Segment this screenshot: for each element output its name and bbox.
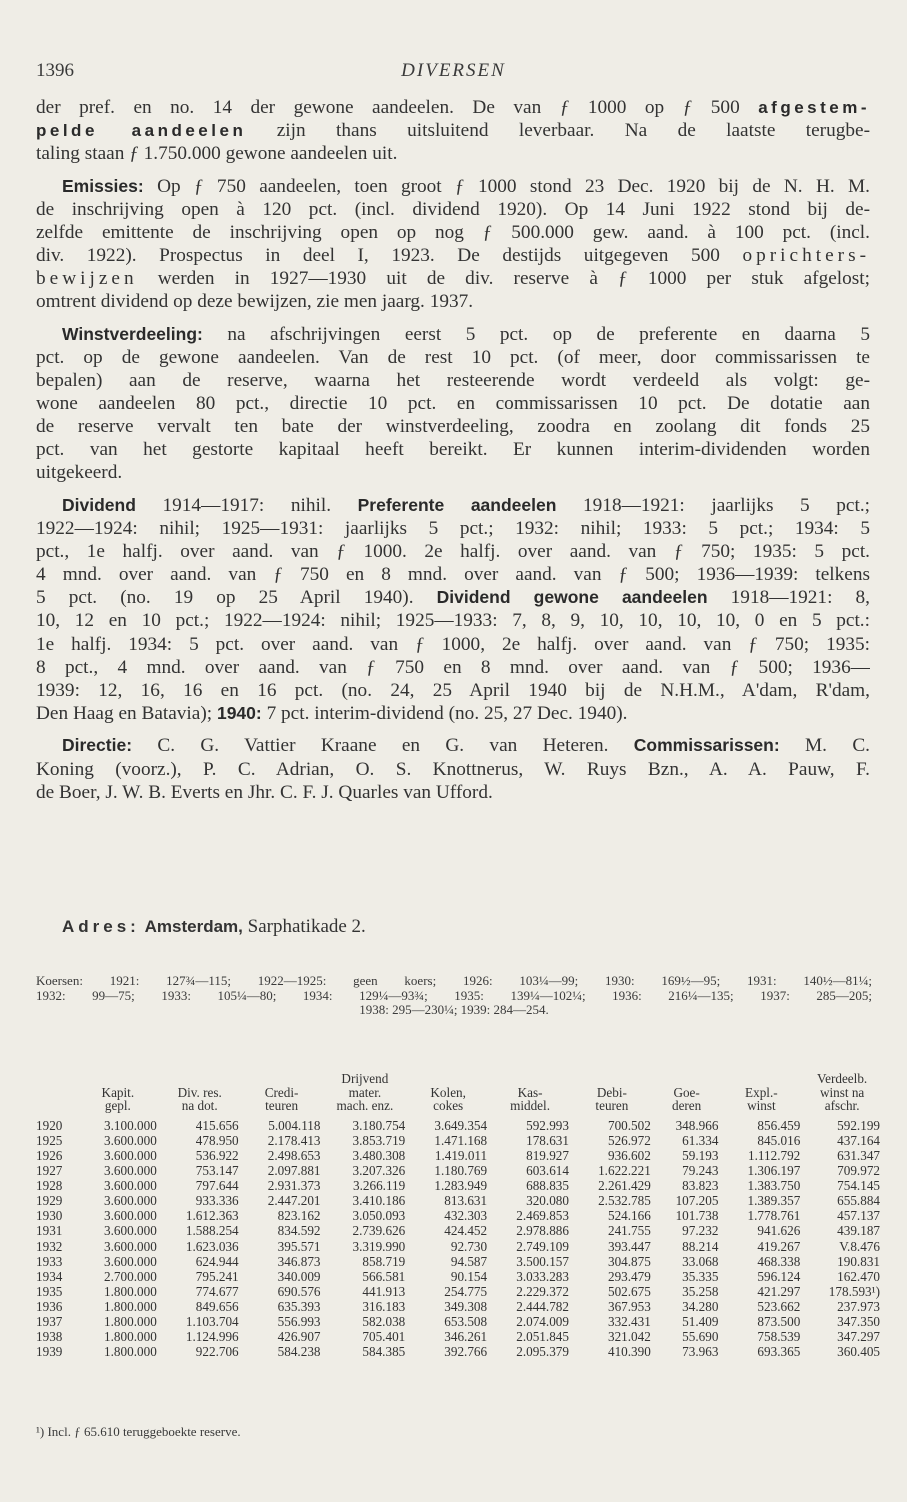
column-header: mach. enz. <box>336 1098 394 1114</box>
table-row <box>36 1193 882 1208</box>
column-header: Verdeelb. <box>817 1071 868 1086</box>
table-cell: 858.719 <box>362 1253 406 1269</box>
table-cell: 190.831 <box>837 1253 880 1269</box>
column-header: afschr. <box>824 1098 860 1114</box>
page-number: 1396 <box>36 60 74 81</box>
share-prices-line: Koersen: 1921: 127¾—115; 1922—1925: geen koers; 1926: 103¼—99; 1930: 169½—95; 1931: 140½—81¼; <box>36 974 872 988</box>
table-cell: 774.677 <box>195 1283 239 1299</box>
column-header: Goe- <box>673 1084 700 1100</box>
table-cell: 797.644 <box>195 1178 239 1194</box>
table-cell: 3.649.354 <box>434 1117 488 1133</box>
table-cell: 582.038 <box>362 1314 406 1329</box>
address-city: Amsterdam, <box>144 917 243 936</box>
table-cell: 1.306.197 <box>747 1163 801 1179</box>
table-cell: 2.700.000 <box>104 1268 157 1284</box>
year-cell: 1936 <box>36 1298 63 1314</box>
table-row <box>36 1254 882 1269</box>
table-cell: 254.775 <box>444 1283 488 1299</box>
table-cell: 367.953 <box>607 1298 651 1314</box>
year-cell: 1933 <box>36 1253 63 1269</box>
table-cell: 107.205 <box>675 1193 719 1209</box>
table-cell: 426.907 <box>277 1329 321 1345</box>
table-cell: 819.927 <box>526 1147 569 1163</box>
address-label: Adres: <box>62 917 140 936</box>
table-cell: 419.267 <box>757 1238 801 1254</box>
table-cell: 1.800.000 <box>104 1283 157 1299</box>
table-cell: 1.471.168 <box>434 1132 488 1148</box>
table-cell: 88.214 <box>682 1238 719 1254</box>
table-cell: 795.241 <box>195 1268 239 1284</box>
table-cell: 3.600.000 <box>104 1132 157 1148</box>
section-heading: Winstverdeeling: <box>62 323 203 344</box>
text-line: 10, 12 en 10 pct.; 1922—1924: nihil; 1925—1933: 7, 8, 9, 10, 10, 10, 10, 0 en 5 pct.: <box>36 610 870 632</box>
table-cell: 2.498.653 <box>267 1147 321 1163</box>
year-cell: 1925 <box>36 1132 63 1148</box>
table-cell: 3.266.119 <box>352 1178 406 1194</box>
table-cell: 2.739.626 <box>352 1223 406 1239</box>
table-row <box>36 1223 882 1238</box>
text-line: div. 1922). Prospectus in deel I, 1923. De destijds uitgegeven 500 oprichters- <box>36 245 870 267</box>
table-cell: 1.419.011 <box>434 1147 488 1163</box>
table-cell: 51.409 <box>682 1314 719 1329</box>
column-header: winst na <box>819 1084 865 1100</box>
table-cell: 584.385 <box>362 1344 406 1360</box>
table-cell: 3.600.000 <box>104 1193 157 1209</box>
table-cell: 688.835 <box>526 1178 569 1194</box>
financial-table <box>36 1072 882 1359</box>
column-header: na dot. <box>181 1098 218 1114</box>
table-cell: 34.280 <box>682 1298 719 1314</box>
column-header: deren <box>671 1098 702 1114</box>
share-prices-line: 1938: 295—230¼; 1939: 284—254. <box>359 1003 549 1017</box>
table-cell: 241.755 <box>607 1223 651 1239</box>
table-cell: 1.778.761 <box>747 1208 801 1224</box>
table-cell: 3.050.093 <box>352 1208 406 1224</box>
table-cell: 61.334 <box>682 1132 719 1148</box>
column-header <box>36 1099 77 1118</box>
table-cell: 92.730 <box>450 1238 488 1254</box>
table-cell: 293.479 <box>607 1268 651 1284</box>
paragraph-directie <box>36 734 870 803</box>
table-cell: 59.193 <box>682 1147 719 1163</box>
table-cell: 392.766 <box>444 1344 488 1360</box>
table-cell: 348.966 <box>675 1117 719 1133</box>
header-row <box>36 1099 882 1118</box>
table-cell: 936.602 <box>607 1147 651 1163</box>
table-cell: 845.016 <box>757 1132 801 1148</box>
table-cell: 1.588.254 <box>185 1223 239 1239</box>
text-line: zelfde emittente de inschrijving open op nog ƒ 500.000 gew. aand. à 100 pct. (incl. <box>36 221 870 243</box>
table-cell: 2.469.853 <box>516 1208 569 1224</box>
column-header: Drijvend <box>341 1071 389 1086</box>
table-cell: 709.972 <box>837 1163 880 1179</box>
column-header <box>489 1072 571 1086</box>
share-prices-line: 1932: 99—75; 1933: 105¼—80; 1934: 129¼—93¾; 1935: 139¼—102¼; 1936: 216¼—135; 1937: 285—205; <box>36 988 872 1003</box>
table-cell: 3.410.186 <box>352 1193 406 1209</box>
table-cell: 441.913 <box>362 1283 406 1299</box>
table-row <box>36 1284 882 1299</box>
table-cell: 1.283.949 <box>434 1178 488 1194</box>
table-cell: 2.051.845 <box>516 1329 569 1345</box>
text-line: omtrent dividend op deze bewijzen, zie men jaarg. 1937. <box>36 291 474 313</box>
table-cell: V.8.476 <box>839 1238 880 1254</box>
table-row <box>36 1163 882 1178</box>
text-line: pelde aandeelen zijn thans uitsluitend leverbaar. Na de laatste terugbe- <box>36 120 870 142</box>
spaced-term: bewijzen <box>36 268 138 290</box>
column-header <box>36 1072 77 1086</box>
table-cell: 3.500.157 <box>516 1253 569 1269</box>
table-cell: 424.452 <box>444 1223 488 1239</box>
table-cell: 592.993 <box>526 1117 569 1133</box>
column-header: Credi- <box>264 1084 299 1100</box>
table-cell: 320.080 <box>526 1193 569 1209</box>
column-header <box>720 1072 802 1086</box>
column-header: Kas- <box>517 1084 543 1100</box>
table-cell: 873.500 <box>757 1314 801 1329</box>
table-row <box>36 1269 882 1284</box>
table-cell: 536.922 <box>195 1147 239 1163</box>
text-line: pct. op de gewone aandeelen. Van de rest 10 pct. (of meer, door commissarissen te <box>36 346 870 368</box>
text-line: 1e halfj. 1934: 5 pct. over aand. van ƒ 1000, 2e halfj. over aand. van ƒ 750; 1935: <box>36 633 870 655</box>
table-row <box>36 1299 882 1314</box>
year-cell: 1938 <box>36 1329 63 1345</box>
table-cell: 834.592 <box>277 1223 321 1239</box>
table-cell: 922.706 <box>195 1344 239 1360</box>
table-cell: 410.390 <box>607 1344 651 1360</box>
column-header: gepl. <box>104 1098 131 1114</box>
year-cell: 1926 <box>36 1147 63 1163</box>
table-cell: 101.738 <box>675 1208 719 1224</box>
table-cell: 3.600.000 <box>104 1147 157 1163</box>
body-text <box>36 96 870 804</box>
table-cell: 347.350 <box>837 1314 880 1329</box>
paragraph-winstverdeeling <box>36 323 870 485</box>
column-header <box>241 1072 323 1086</box>
year-cell: 1920 <box>36 1117 63 1133</box>
table-cell: 437.164 <box>837 1132 880 1148</box>
table-cell: 1.103.704 <box>185 1314 239 1329</box>
column-header <box>77 1072 159 1086</box>
table-cell: 3.600.000 <box>104 1178 157 1194</box>
table-cell: 3.853.719 <box>352 1132 406 1148</box>
table-cell: 631.347 <box>837 1147 880 1163</box>
text-line: Emissies: Op ƒ 750 aandeelen, toen groot ƒ 1000 stond 23 Dec. 1920 bij de N. H. M. <box>62 175 870 197</box>
table-cell: 3.033.283 <box>516 1268 569 1284</box>
text-line: uitgekeerd. <box>36 462 123 484</box>
table-cell: 73.963 <box>682 1344 719 1360</box>
spaced-term: oprichters- <box>742 245 870 267</box>
table-cell: 415.656 <box>195 1117 239 1133</box>
table-cell: 1.800.000 <box>104 1329 157 1345</box>
year-cell: 1929 <box>36 1193 63 1209</box>
section-heading: Dividend <box>62 495 136 515</box>
table-row <box>36 1133 882 1148</box>
column-header: Div. res. <box>177 1084 222 1100</box>
table-cell: 2.447.201 <box>267 1193 321 1209</box>
table-cell: 856.459 <box>757 1117 801 1133</box>
text-line: 1939: 12, 16, 16 en 16 pct. (no. 24, 25 April 1940 bij de N.H.M., A'dam, R'dam, <box>36 679 870 701</box>
year-cell: 1931 <box>36 1223 63 1239</box>
table-cell: 3.600.000 <box>104 1208 157 1224</box>
table-cell: 3.480.308 <box>352 1147 406 1163</box>
column-header <box>159 1072 241 1086</box>
table-cell: 393.447 <box>607 1238 651 1254</box>
text-line: 1922—1924: nihil; 1925—1931: jaarlijks 5 pct.; 1932: nihil; 1933: 5 pct.; 1934: 5 <box>36 518 870 540</box>
table-cell: 478.950 <box>195 1132 239 1148</box>
table-cell: 94.587 <box>450 1253 488 1269</box>
table-cell: 2.749.109 <box>516 1238 569 1254</box>
table-cell: 395.571 <box>277 1238 321 1254</box>
table-cell: 3.180.754 <box>352 1117 406 1133</box>
table-cell: 178.631 <box>526 1132 569 1148</box>
table-cell: 2.178.413 <box>267 1132 321 1148</box>
table-cell: 3.319.990 <box>352 1238 406 1254</box>
column-header: Kolen, <box>430 1084 466 1100</box>
table-cell: 83.823 <box>682 1178 719 1194</box>
text-line: Directie: C. G. Vattier Kraane en G. van Heteren. Commissarissen: M. C. <box>62 735 870 757</box>
table-cell: 97.232 <box>682 1223 719 1239</box>
table-cell: 439.187 <box>837 1223 880 1239</box>
section-heading: Dividend gewone aandeelen <box>436 587 708 608</box>
table-cell: 432.303 <box>444 1208 488 1224</box>
table-cell: 90.154 <box>450 1268 488 1284</box>
year-cell: 1939 <box>36 1344 63 1360</box>
table-body <box>36 1118 882 1360</box>
address <box>62 916 366 938</box>
table-cell: 524.166 <box>607 1208 651 1224</box>
table-cell: 700.502 <box>607 1117 651 1133</box>
page-header <box>36 60 871 90</box>
column-header: middel. <box>510 1098 550 1114</box>
column-header: teuren <box>265 1098 299 1114</box>
table-cell: 1.622.221 <box>598 1163 651 1179</box>
header-row <box>36 1086 882 1100</box>
year-cell: 1937 <box>36 1314 63 1329</box>
share-prices <box>36 974 872 1018</box>
table-row <box>36 1208 882 1223</box>
table-row <box>36 1148 882 1163</box>
year-cell: 1934 <box>36 1268 63 1284</box>
table-cell: 1.112.792 <box>748 1147 801 1163</box>
table-cell: 523.662 <box>757 1298 801 1314</box>
table-cell: 624.944 <box>195 1253 239 1269</box>
table-cell: 753.147 <box>195 1163 239 1179</box>
table-cell: 1.623.036 <box>185 1238 239 1254</box>
text-line: de Boer, J. W. B. Everts en Jhr. C. F. J. Quarles van Ufford. <box>36 781 493 803</box>
address-street: Sarphatikade 2. <box>247 916 366 937</box>
column-header: teuren <box>595 1098 629 1114</box>
table-cell: 162.470 <box>837 1268 880 1284</box>
table-cell: 79.243 <box>682 1163 719 1179</box>
table-cell: 360.405 <box>837 1344 880 1360</box>
table-cell: 635.393 <box>277 1298 321 1314</box>
table-cell: 35.335 <box>682 1268 719 1284</box>
table-cell: 849.656 <box>195 1298 239 1314</box>
table-row <box>36 1118 882 1133</box>
paragraph-shares <box>36 96 870 165</box>
table-cell: 758.539 <box>757 1329 801 1345</box>
table-row <box>36 1178 882 1193</box>
section-heading: Preferente aandeelen <box>357 495 557 515</box>
table-cell: 3.600.000 <box>104 1223 157 1239</box>
table-cell: 33.068 <box>682 1253 719 1269</box>
table-cell: 592.199 <box>837 1117 880 1133</box>
table-cell: 655.884 <box>837 1193 880 1209</box>
table-cell: 653.508 <box>444 1314 488 1329</box>
table-cell: 1.612.363 <box>185 1208 239 1224</box>
table-cell: 2.978.886 <box>516 1223 569 1239</box>
table-cell: 3.600.000 <box>104 1253 157 1269</box>
table-cell: 705.401 <box>362 1329 406 1345</box>
column-header: winst <box>747 1098 776 1114</box>
column-header <box>36 1086 77 1100</box>
text-line: bewijzen werden in 1927—1930 uit de div. reserve à ƒ 1000 per stuk afgelost; <box>36 268 870 290</box>
column-header <box>653 1072 721 1086</box>
table-cell: 35.258 <box>682 1283 719 1299</box>
table-cell: 1.800.000 <box>104 1344 157 1360</box>
table-cell: 55.690 <box>682 1329 719 1345</box>
table-cell: 754.145 <box>837 1178 880 1194</box>
table-cell: 823.162 <box>277 1208 321 1224</box>
table-cell: 2.097.881 <box>267 1163 321 1179</box>
table-cell: 1.180.769 <box>434 1163 488 1179</box>
text-line: pct., 1e halfj. over aand. van ƒ 1000. 2e halfj. over aand. van ƒ 750; 1935: 5 pct. <box>36 541 870 563</box>
year-cell: 1927 <box>36 1163 63 1179</box>
table-cell: 584.238 <box>277 1344 321 1360</box>
table-cell: 346.261 <box>444 1329 488 1345</box>
column-header <box>571 1072 653 1086</box>
table-cell: 526.972 <box>607 1132 651 1148</box>
table-cell: 3.600.000 <box>104 1163 157 1179</box>
table-cell: 316.183 <box>362 1298 406 1314</box>
table-cell: 941.626 <box>757 1223 801 1239</box>
column-header: cokes <box>433 1098 464 1114</box>
table-cell: 690.576 <box>277 1283 321 1299</box>
table-cell: 468.338 <box>757 1253 801 1269</box>
spaced-term: afgestem- <box>758 98 870 117</box>
text-line: taling staan ƒ 1.750.000 gewone aandeelen uit. <box>36 143 398 165</box>
paragraph-emissies <box>36 175 870 314</box>
table-cell: 5.004.118 <box>268 1117 321 1133</box>
column-header: Expl.- <box>745 1084 778 1100</box>
text-line: Koning (voorz.), P. C. Adrian, O. S. Knottnerus, W. Ruys Bzn., A. A. Pauw, F. <box>36 758 870 780</box>
table-cell: 3.600.000 <box>104 1238 157 1254</box>
paragraph-dividend <box>36 494 870 725</box>
table-cell: 1.383.750 <box>747 1178 801 1194</box>
table-cell: 933.336 <box>195 1193 239 1209</box>
section-heading: Directie: <box>62 735 133 756</box>
header-row <box>36 1072 882 1086</box>
table-row <box>36 1239 882 1254</box>
text-line: 4 mnd. over aand. van ƒ 750 en 8 mnd. over aand. van ƒ 500; 1936—1939: telkens <box>36 564 870 586</box>
table-cell: 347.297 <box>837 1329 880 1345</box>
year-cell: 1935 <box>36 1283 63 1299</box>
table-cell: 2.444.782 <box>516 1298 569 1314</box>
table-cell: 2.532.785 <box>598 1193 651 1209</box>
table-cell: 3.100.000 <box>104 1117 157 1133</box>
text-line: de inschrijving open à 120 pct. (incl. dividend 1920). Op 14 Juni 1922 stond bij de- <box>36 198 870 220</box>
section-heading: 1940: <box>216 702 262 723</box>
table-cell: 2.074.009 <box>516 1314 569 1329</box>
running-head: DIVERSEN <box>401 60 506 81</box>
table-cell: 3.207.326 <box>352 1163 406 1179</box>
column-header: Kapit. <box>101 1084 135 1100</box>
table-cell: 603.614 <box>526 1163 569 1179</box>
table-cell: 237.973 <box>837 1298 880 1314</box>
table-cell: 340.009 <box>277 1268 321 1284</box>
year-cell: 1930 <box>36 1208 63 1224</box>
text-line: pct. van het gestorte kapitaal heeft bereikt. Er kunnen interim-dividenden worden <box>36 439 870 461</box>
section-heading: Commissarissen: <box>633 735 780 756</box>
spaced-term: pelde aandeelen <box>36 121 247 141</box>
table-cell: 2.261.429 <box>598 1178 651 1194</box>
table-cell: 2.229.372 <box>516 1283 569 1299</box>
table-cell: 1.389.357 <box>747 1193 801 1209</box>
table-row <box>36 1314 882 1329</box>
table-cell: 457.137 <box>837 1208 880 1224</box>
text-line: 5 pct. (no. 19 op 25 April 1940). Dividend gewone aandeelen 1918—1921: 8, <box>36 587 870 609</box>
column-header: mater. <box>348 1084 382 1100</box>
table-cell: 321.042 <box>607 1329 651 1345</box>
table-cell: 1.124.996 <box>185 1329 239 1345</box>
table-header <box>36 1072 882 1118</box>
text-line: 8 pct., 4 mnd. over aand. van ƒ 750 en 8 mnd. over aand. van ƒ 500; 1936— <box>36 656 870 678</box>
text-line: Den Haag en Batavia); 1940: 7 pct. interim-dividend (no. 25, 27 Dec. 1940). <box>36 702 628 724</box>
section-heading: Emissies: <box>62 175 144 196</box>
year-cell: 1928 <box>36 1178 63 1194</box>
table-cell: 1.800.000 <box>104 1314 157 1329</box>
text-line: der pref. en no. 14 der gewone aandeelen. De van ƒ 1000 op ƒ 500 afgestem- <box>36 97 870 118</box>
footnote: ¹) Incl. ƒ 65.610 teruggeboekte reserve. <box>36 1424 241 1439</box>
table-cell: 2.931.373 <box>267 1178 321 1194</box>
year-cell: 1932 <box>36 1238 63 1254</box>
table-cell: 502.675 <box>607 1283 651 1299</box>
text-line: de reserve vervalt ten bate der winstverdeeling, zoodra en zoolang dit fonds 25 <box>36 416 870 438</box>
table-cell: 1.800.000 <box>104 1298 157 1314</box>
column-header: Debi- <box>596 1084 627 1100</box>
table-cell: 2.095.379 <box>516 1344 569 1360</box>
table-cell: 349.308 <box>444 1298 488 1314</box>
table-cell: 421.297 <box>757 1283 801 1299</box>
text-line: bepalen) aan de reserve, waarna het resteerende wordt verdeeld als volgt: ge- <box>36 370 870 392</box>
column-header <box>407 1072 489 1086</box>
table-cell: 813.631 <box>444 1193 488 1209</box>
table-cell: 556.993 <box>277 1314 321 1329</box>
table-cell: 304.875 <box>607 1253 651 1269</box>
text-line: wone aandeelen 80 pct., directie 10 pct. en commissarissen 10 pct. De dotatie aan <box>36 393 870 415</box>
table-cell: 178.593¹) <box>828 1283 880 1299</box>
table-row <box>36 1344 882 1359</box>
table-cell: 566.581 <box>362 1268 406 1284</box>
table-cell: 596.124 <box>757 1268 801 1284</box>
text-line: Dividend 1914—1917: nihil. Preferente aandeelen 1918—1921: jaarlijks 5 pct.; <box>62 495 870 516</box>
text-line: Winstverdeeling: na afschrijvingen eerst 5 pct. op de preferente en daarna 5 <box>62 323 870 345</box>
table-cell: 332.431 <box>607 1314 651 1329</box>
table-cell: 346.873 <box>277 1253 321 1269</box>
table-cell: 693.365 <box>757 1344 801 1360</box>
table-row <box>36 1329 882 1344</box>
